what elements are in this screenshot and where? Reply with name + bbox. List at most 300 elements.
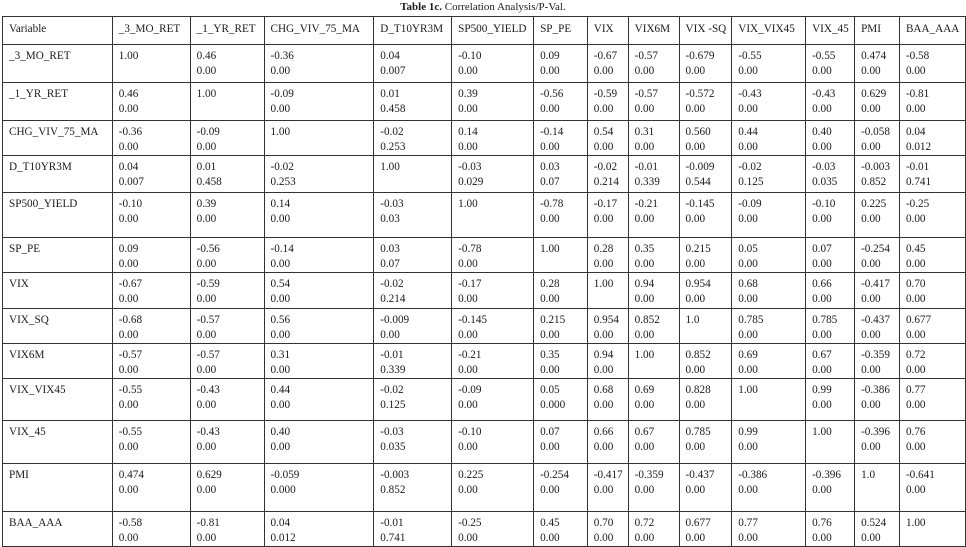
correlation-value: -0.57	[196, 314, 220, 326]
table-cell	[374, 512, 452, 547]
table-cell	[587, 273, 628, 309]
correlation-value: 1.00	[380, 161, 400, 173]
correlation-value: -0.59	[593, 88, 618, 100]
table-cell	[732, 379, 806, 421]
table-cell	[899, 464, 965, 512]
p-value: 0.00	[685, 103, 706, 115]
table-cell	[534, 379, 588, 421]
p-value: 0.00	[634, 532, 655, 544]
correlation-value: -0.02	[593, 161, 618, 173]
p-value: 0.00	[118, 329, 139, 341]
correlation-value: 0.28	[540, 278, 560, 290]
table-cell	[374, 238, 452, 273]
correlation-value: 1.00	[738, 384, 758, 396]
p-value: 0.00	[685, 65, 706, 77]
p-value: 0.125	[380, 399, 406, 411]
table-cell	[264, 121, 374, 156]
table-cell	[112, 344, 190, 379]
table-cell	[679, 238, 732, 273]
correlation-value: 0.45	[540, 517, 560, 529]
correlation-value: -0.003	[861, 161, 890, 173]
table-cell	[628, 512, 679, 547]
table-cell	[374, 83, 452, 121]
correlation-value: -0.02	[270, 161, 294, 173]
table-cell	[112, 121, 190, 156]
correlation-value: 0.94	[593, 349, 614, 361]
correlation-value: 0.45	[905, 243, 926, 255]
table-cell	[679, 83, 732, 121]
p-value: 0.00	[270, 293, 291, 305]
correlation-value: 0.629	[196, 469, 222, 481]
correlation-value: 0.72	[905, 349, 926, 361]
table-cell	[806, 464, 855, 512]
table-cell	[534, 344, 588, 379]
table-cell	[264, 379, 374, 421]
correlation-value: -0.55	[738, 50, 762, 62]
table-cell	[628, 273, 679, 309]
correlation-value: 1.00	[196, 88, 217, 100]
correlation-value: -0.56	[196, 243, 220, 255]
p-value: 0.00	[634, 329, 655, 341]
p-value: 0.00	[861, 258, 881, 270]
table-caption-text: Correlation Analysis/P-Val.	[442, 1, 566, 13]
correlation-value: 0.05	[738, 243, 758, 255]
correlation-value: 0.785	[685, 426, 711, 438]
table-cell	[587, 309, 628, 344]
correlation-value: -0.10	[812, 198, 836, 210]
correlation-value: -0.03	[380, 198, 404, 210]
p-value: 0.339	[380, 364, 406, 376]
p-value: 0.00	[540, 532, 560, 544]
correlation-value: 0.94	[634, 278, 655, 290]
table-cell	[628, 344, 679, 379]
p-value: 0.339	[634, 176, 660, 188]
table-cell	[534, 464, 588, 512]
correlation-value: 0.03	[540, 161, 560, 173]
table-cell	[679, 344, 732, 379]
correlation-value: -0.81	[905, 88, 930, 100]
p-value: 0.253	[380, 141, 406, 153]
p-value: 0.00	[685, 441, 706, 453]
correlation-value: 0.215	[685, 243, 711, 255]
correlation-value: -0.02	[380, 384, 404, 396]
p-value: 0.00	[738, 364, 758, 376]
table-cell	[806, 421, 855, 464]
correlation-value: 0.39	[196, 198, 217, 210]
p-value: 0.00	[196, 441, 217, 453]
table-cell	[732, 512, 806, 547]
p-value: 0.00	[812, 399, 832, 411]
table-cell	[855, 45, 900, 83]
table-cell	[534, 121, 588, 156]
correlation-value: 0.68	[738, 278, 758, 290]
table-cell	[855, 309, 900, 344]
column-header: _1_YR_RET	[190, 17, 264, 45]
p-value: 0.852	[861, 176, 887, 188]
table-cell	[732, 45, 806, 83]
table-cell	[679, 45, 732, 83]
table-cell	[628, 309, 679, 344]
table-cell	[190, 156, 264, 193]
p-value: 0.00	[905, 364, 926, 376]
table-cell	[679, 464, 732, 512]
correlation-value: 0.07	[540, 426, 560, 438]
table-row	[3, 45, 966, 83]
table-cell	[112, 193, 190, 238]
p-value: 0.00	[861, 364, 881, 376]
table-cell	[190, 379, 264, 421]
correlation-value: 0.14	[458, 126, 478, 138]
table-cell	[899, 309, 965, 344]
correlation-value: 0.40	[812, 126, 832, 138]
table-cell	[374, 121, 452, 156]
table-cell	[628, 45, 679, 83]
correlation-value: 0.39	[458, 88, 478, 100]
table-cell	[732, 121, 806, 156]
p-value: 0.00	[118, 141, 139, 153]
table-cell	[587, 83, 628, 121]
correlation-value: -0.57	[118, 349, 143, 361]
column-header: D_T10YR3M	[374, 17, 452, 45]
table-row	[3, 421, 966, 464]
table-cell	[264, 45, 374, 83]
p-value: 0.00	[540, 103, 560, 115]
p-value: 0.00	[905, 213, 926, 225]
correlation-value: 0.07	[812, 243, 832, 255]
table-cell	[899, 83, 965, 121]
correlation-value: 0.67	[634, 426, 655, 438]
correlation-value: 0.44	[738, 126, 758, 138]
correlation-value: 0.14	[270, 198, 291, 210]
correlation-value: 0.99	[812, 384, 832, 396]
p-value: 0.00	[905, 103, 926, 115]
column-header: SP_PE	[534, 17, 588, 45]
correlation-value: 0.04	[380, 50, 400, 62]
table-cell	[452, 344, 534, 379]
column-header: Variable	[3, 17, 113, 45]
correlation-value: -0.003	[380, 469, 410, 481]
correlation-value: -0.36	[118, 126, 143, 138]
table-cell	[534, 238, 588, 273]
table-cell	[732, 238, 806, 273]
table-cell	[679, 273, 732, 309]
p-value: 0.852	[380, 484, 406, 496]
correlation-value: -0.55	[118, 384, 143, 396]
row-variable-label: D_T10YR3M	[3, 156, 113, 193]
row-variable-label: VIX_45	[3, 421, 113, 464]
column-header: VIX6M	[628, 17, 679, 45]
table-cell	[806, 193, 855, 238]
column-header: VIX	[587, 17, 628, 45]
correlation-value: 0.560	[685, 126, 711, 138]
row-variable-label: VIX6M	[3, 344, 113, 379]
correlation-value: 0.954	[685, 278, 711, 290]
p-value: 0.00	[738, 441, 758, 453]
correlation-value: 0.629	[861, 88, 887, 100]
correlation-value: 0.225	[458, 469, 484, 481]
p-value: 0.00	[634, 141, 655, 153]
correlation-table	[2, 16, 966, 547]
p-value: 0.00	[458, 441, 478, 453]
correlation-value: 1.00	[458, 198, 478, 210]
p-value: 0.00	[634, 103, 655, 115]
table-cell	[374, 421, 452, 464]
p-value: 0.00	[812, 364, 832, 376]
p-value: 0.00	[458, 103, 478, 115]
p-value: 0.000	[540, 399, 566, 411]
p-value: 0.035	[812, 176, 838, 188]
p-value: 0.00	[196, 213, 217, 225]
correlation-value: 0.68	[593, 384, 614, 396]
table-cell	[587, 344, 628, 379]
correlation-value: 0.04	[270, 517, 291, 529]
correlation-value: 1.0	[685, 314, 700, 326]
p-value: 0.00	[634, 441, 655, 453]
p-value: 0.00	[593, 484, 614, 496]
table-cell	[190, 193, 264, 238]
p-value: 0.00	[540, 213, 560, 225]
header-row	[3, 17, 966, 45]
table-row	[3, 344, 966, 379]
table-cell	[732, 83, 806, 121]
table-cell	[374, 273, 452, 309]
correlation-value: 0.40	[270, 426, 291, 438]
table-cell	[190, 83, 264, 121]
table-cell	[899, 421, 965, 464]
table-cell	[855, 344, 900, 379]
p-value: 0.00	[905, 484, 926, 496]
p-value: 0.00	[861, 329, 881, 341]
p-value: 0.00	[905, 293, 926, 305]
table-cell	[855, 273, 900, 309]
table-cell	[855, 379, 900, 421]
correlation-value: -0.396	[861, 426, 890, 438]
correlation-value: -0.55	[812, 50, 836, 62]
table-cell	[732, 309, 806, 344]
correlation-value: 0.04	[905, 126, 926, 138]
p-value: 0.00	[685, 364, 706, 376]
p-value: 0.00	[593, 441, 614, 453]
correlation-value: 0.67	[812, 349, 832, 361]
correlation-value: -0.359	[634, 469, 664, 481]
correlation-value: -0.17	[458, 278, 482, 290]
p-value: 0.00	[593, 258, 614, 270]
table-cell	[899, 379, 965, 421]
correlation-value: 0.828	[685, 384, 711, 396]
p-value: 0.00	[118, 103, 139, 115]
table-cell	[679, 379, 732, 421]
table-cell	[452, 45, 534, 83]
p-value: 0.00	[738, 103, 758, 115]
table-cell	[452, 193, 534, 238]
table-cell	[534, 309, 588, 344]
p-value: 0.00	[685, 399, 706, 411]
p-value: 0.00	[905, 65, 926, 77]
table-cell	[112, 156, 190, 193]
table-cell	[374, 309, 452, 344]
correlation-value: -0.058	[861, 126, 890, 138]
table-cell	[374, 193, 452, 238]
correlation-value: -0.57	[634, 50, 658, 62]
table-cell	[264, 464, 374, 512]
correlation-value: -0.03	[812, 161, 836, 173]
table-cell	[452, 83, 534, 121]
correlation-value: -0.254	[861, 243, 890, 255]
table-cell	[732, 156, 806, 193]
table-cell	[264, 273, 374, 309]
correlation-value: -0.437	[861, 314, 890, 326]
correlation-value: -0.14	[270, 243, 294, 255]
correlation-value: 0.28	[593, 243, 614, 255]
p-value: 0.00	[685, 213, 706, 225]
row-variable-label: _1_YR_RET	[3, 83, 113, 121]
correlation-value: -0.09	[270, 88, 294, 100]
table-cell	[112, 464, 190, 512]
table-cell	[587, 121, 628, 156]
table-cell	[628, 193, 679, 238]
correlation-value: -0.58	[905, 50, 930, 62]
row-variable-label: PMI	[3, 464, 113, 512]
correlation-value: -0.57	[196, 349, 220, 361]
table-cell	[806, 379, 855, 421]
p-value: 0.00	[458, 484, 478, 496]
correlation-value: 0.225	[861, 198, 887, 210]
table-cell	[628, 83, 679, 121]
p-value: 0.00	[861, 65, 881, 77]
table-cell	[374, 464, 452, 512]
p-value: 0.00	[812, 484, 832, 496]
p-value: 0.00	[634, 65, 655, 77]
p-value: 0.00	[905, 399, 926, 411]
correlation-value: 0.46	[196, 50, 217, 62]
correlation-value: 0.70	[905, 278, 926, 290]
p-value: 0.458	[380, 103, 406, 115]
table-cell	[534, 421, 588, 464]
correlation-value: 0.31	[270, 349, 291, 361]
correlation-value: 0.474	[118, 469, 144, 481]
table-cell	[452, 156, 534, 193]
correlation-value: 0.46	[118, 88, 139, 100]
correlation-value: -0.679	[685, 50, 715, 62]
p-value: 0.00	[905, 329, 926, 341]
correlation-value: -0.02	[380, 278, 404, 290]
table-row	[3, 379, 966, 421]
correlation-value: -0.009	[380, 314, 410, 326]
p-value: 0.00	[861, 213, 881, 225]
p-value: 0.00	[634, 399, 655, 411]
table-cell	[732, 273, 806, 309]
table-cell	[855, 512, 900, 547]
correlation-value: -0.359	[861, 349, 890, 361]
table-caption	[0, 1, 966, 14]
correlation-value: -0.145	[685, 198, 715, 210]
table-cell	[732, 421, 806, 464]
correlation-value: 0.70	[593, 517, 614, 529]
table-cell	[190, 121, 264, 156]
p-value: 0.00	[685, 141, 706, 153]
p-value: 0.00	[685, 532, 706, 544]
correlation-value: -0.417	[861, 278, 890, 290]
table-cell	[806, 156, 855, 193]
table-cell	[452, 273, 534, 309]
correlation-value: 0.66	[812, 278, 832, 290]
p-value: 0.00	[634, 484, 655, 496]
correlation-value: 0.215	[540, 314, 566, 326]
correlation-value: 0.35	[634, 243, 655, 255]
table-cell	[534, 45, 588, 83]
p-value: 0.00	[861, 399, 881, 411]
correlation-value: -0.58	[118, 517, 143, 529]
correlation-value: 0.66	[593, 426, 614, 438]
table-cell	[899, 238, 965, 273]
correlation-value: 0.35	[540, 349, 560, 361]
correlation-value: 0.69	[738, 349, 758, 361]
correlation-value: -0.386	[861, 384, 890, 396]
p-value: 0.253	[270, 176, 296, 188]
correlation-value: 0.72	[634, 517, 655, 529]
table-cell	[732, 344, 806, 379]
correlation-value: 0.785	[812, 314, 838, 326]
correlation-value: -0.43	[196, 384, 220, 396]
p-value: 0.00	[861, 532, 881, 544]
p-value: 0.00	[812, 329, 832, 341]
correlation-value: 0.76	[905, 426, 926, 438]
p-value: 0.00	[738, 258, 758, 270]
correlation-value: 0.474	[861, 50, 887, 62]
table-cell	[587, 421, 628, 464]
table-cell	[452, 379, 534, 421]
p-value: 0.00	[196, 399, 217, 411]
table-cell	[855, 421, 900, 464]
table-cell	[374, 344, 452, 379]
row-variable-label: VIX_VIX45	[3, 379, 113, 421]
table-cell	[899, 121, 965, 156]
table-cell	[190, 309, 264, 344]
p-value: 0.00	[118, 258, 139, 270]
correlation-value: -0.81	[196, 517, 220, 529]
correlation-value: -0.09	[458, 384, 482, 396]
p-value: 0.029	[458, 176, 484, 188]
p-value: 0.00	[634, 258, 655, 270]
p-value: 0.00	[812, 65, 832, 77]
p-value: 0.00	[812, 258, 832, 270]
table-cell	[264, 238, 374, 273]
table-cell	[587, 193, 628, 238]
correlation-value: -0.03	[380, 426, 404, 438]
correlation-value: 0.54	[593, 126, 614, 138]
table-cell	[534, 193, 588, 238]
p-value: 0.544	[685, 176, 711, 188]
correlation-value: 0.04	[118, 161, 139, 173]
p-value: 0.00	[812, 103, 832, 115]
p-value: 0.00	[861, 293, 881, 305]
p-value: 0.00	[196, 65, 217, 77]
table-cell	[452, 309, 534, 344]
p-value: 0.00	[118, 213, 139, 225]
p-value: 0.00	[380, 329, 400, 341]
table-cell	[534, 512, 588, 547]
correlation-value: 0.77	[905, 384, 926, 396]
correlation-value: 0.852	[685, 349, 711, 361]
table-row	[3, 121, 966, 156]
p-value: 0.00	[270, 329, 291, 341]
p-value: 0.125	[738, 176, 764, 188]
table-row	[3, 464, 966, 512]
table-cell	[679, 421, 732, 464]
table-cell	[806, 238, 855, 273]
correlation-value: -0.59	[196, 278, 220, 290]
correlation-value: -0.56	[540, 88, 564, 100]
